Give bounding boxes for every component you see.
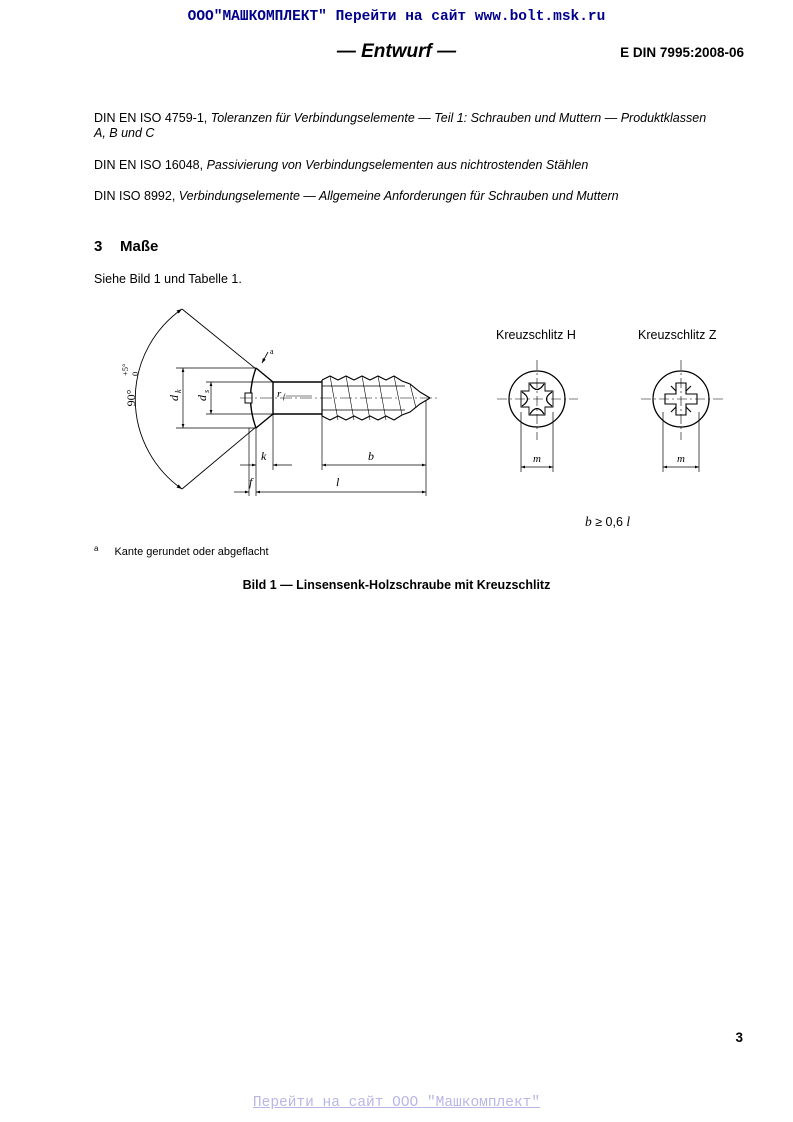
draft-label: — Entwurf — [336, 41, 457, 62]
section-heading [94, 238, 158, 255]
reference-title: Verbindungselemente — Allgemeine Anforderungen für Schrauben und Muttern [178, 189, 619, 203]
label-rf: r [277, 388, 282, 400]
page-number: 3 [735, 1030, 743, 1045]
document-id: E DIN 7995:2008-06 [620, 45, 744, 60]
formula-var-l: l [626, 514, 631, 529]
angle-label [120, 364, 140, 407]
reference-title: Passivierung von Verbindungselementen aus nichtrostenden Stählen [206, 158, 589, 172]
formula-relation: ≥ 0,6 [591, 515, 627, 529]
reference-code: DIN EN ISO 4759-1, [94, 111, 208, 125]
footnote [94, 546, 269, 558]
section-title: Maße [120, 238, 159, 255]
section-intro: Siehe Bild 1 und Tabelle 1. [94, 272, 242, 286]
footnote-marker: a [94, 544, 99, 553]
reference-iso-8992 [94, 189, 734, 204]
label-ds-sub: s [202, 389, 211, 393]
label-dk-sub: k [174, 389, 183, 393]
section-number: 3 [94, 238, 103, 255]
dimension-lines [234, 400, 426, 496]
label-f: f [249, 475, 253, 489]
formula-var-b: b [585, 514, 592, 529]
promo-link-bottom[interactable]: Перейти на сайт ООО "Машкомплект" [252, 1095, 541, 1111]
reference-title-cont: A, B und C [94, 126, 155, 140]
label-m-z: m [677, 453, 685, 465]
label-ds: d [195, 395, 209, 401]
svg-text:+5°: +5° [120, 363, 130, 376]
label-m-h: m [533, 453, 541, 465]
footnote-text: Kante gerundet oder abgeflacht [114, 546, 269, 558]
label-k: k [261, 449, 267, 463]
reference-iso-16048 [94, 158, 734, 173]
promo-link-top[interactable]: ООО"МАШКОМПЛЕКТ" Перейти на сайт www.bolt.msk.ru [187, 9, 606, 25]
label-l: l [336, 475, 340, 489]
svg-text:0: 0 [130, 371, 140, 376]
svg-text:90°: 90° [124, 389, 138, 407]
reference-title: Toleranzen für Verbindungselemente — Teil 1: Schrauben und Muttern — Produktklassen [210, 111, 707, 125]
reference-code: DIN EN ISO 16048, [94, 158, 204, 172]
note-marker: a [270, 347, 274, 356]
label-kreuzschlitz-z: Kreuzschlitz Z [638, 328, 717, 342]
figure-caption: Bild 1 — Linsensenk-Holzschraube mit Kreuzschlitz [242, 578, 551, 592]
reference-code: DIN ISO 8992, [94, 189, 176, 203]
label-dk: d [167, 395, 181, 401]
formula [585, 514, 630, 530]
label-rf-sub: f [283, 393, 285, 401]
label-kreuzschlitz-h: Kreuzschlitz H [496, 328, 576, 342]
reference-iso-4759 [94, 111, 734, 141]
label-b: b [368, 449, 374, 463]
